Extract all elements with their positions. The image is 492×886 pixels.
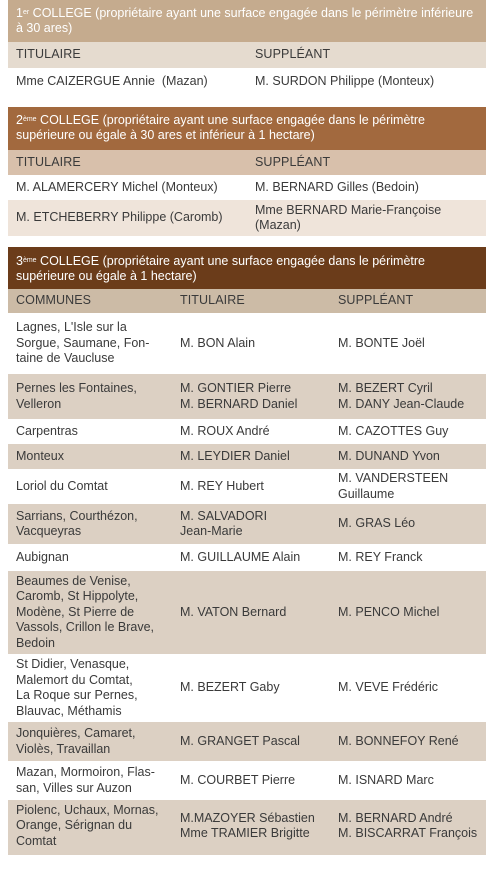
suppleant-cell [330,773,486,789]
college-3-title: COLLEGE (propriétaire ayant une surface engagée dans le périmètre supérieure ou égale à 1 hectare) [16,254,425,283]
communes-cell [8,424,172,440]
communes-cell-line: Vassols, Crillon le Brave, [16,620,155,635]
header-suppleant: SUPPLÉANT [255,154,331,169]
titulaire-cell-line: Jean-Marie [180,524,243,538]
suppleant-cell: Mme BERNARD Marie-Françoise (Mazan) [255,202,442,232]
titulaire-cell [172,811,330,842]
suppleant-cell [330,516,486,532]
titulaire-cell-line: M.MAZOYER Sébastien [180,810,315,825]
header-communes: COMMUNES [16,293,92,308]
titulaire-cell-line: M. GUILLAUME Alain [180,549,301,564]
communes-cell-line: Malemort du Comtat, [16,672,133,687]
suppleant-cell [330,605,486,621]
communes-cell-line: Monteux [16,448,64,463]
suppleant-cell-line: M. ISNARD Marc [338,772,434,787]
header-titulaire: TITULAIRE [16,154,81,169]
college-1-ordinal: 1 [16,6,23,20]
communes-cell [8,320,172,367]
suppleant-cell-line: M. DANY Jean-Claude [338,396,465,411]
suppleant-cell-line: M. CAZOTTES Guy [338,423,449,438]
communes-cell-line: Aubignan [16,549,69,564]
table-row [8,504,486,544]
header-titulaire: TITULAIRE [16,47,81,62]
titulaire-cell-line: M. BEZERT Gaby [180,680,280,695]
table-row [8,469,486,504]
suppleant-cell-line: M. REY Franck [338,549,423,564]
communes-cell [8,449,172,465]
titulaire-cell-line: M. REY Hubert [180,478,264,493]
suppleant-cell-line: M. VEVE Frédéric [338,680,439,695]
suppleant-cell [330,734,486,750]
table-row [8,444,486,469]
suppleant-cell: M. BERNARD Gilles (Bedoin) [255,179,419,194]
table-row [8,68,486,96]
college-2-ordinal: 2 [16,113,23,127]
communes-cell-line: Beaumes de Venise, [16,573,131,588]
table-row [8,654,486,722]
table-row [8,374,486,419]
communes-cell-line: Loriol du Comtat [16,478,108,493]
college-2-title: COLLEGE (propriétaire ayant une surface engagée dans le périmètre supérieure ou égale à 30 ares et inférieur à 1 hectare) [16,113,425,142]
communes-cell-line: Caromb, St Hippolyte, [16,589,139,604]
suppleant-cell-line: M. DUNAND Yvon [338,448,440,463]
communes-cell-line: Bedoin [16,635,55,650]
suppleant-cell-line: M. BONTE Joël [338,335,425,350]
titulaire-cell-line: M. VATON Bernard [180,604,287,619]
communes-cell [8,479,172,495]
titulaire-cell [172,424,330,440]
communes-cell [8,381,172,412]
suppleant-cell-line: M. BEZERT Cyril [338,381,433,395]
communes-cell-line: taine de Vaucluse [16,351,115,366]
titulaire-cell-line: M. COURBET Pierre [180,772,296,787]
communes-cell [8,726,172,757]
communes-cell-line: Vacqueyras [16,524,82,538]
suppleant-cell [330,680,486,696]
suppleant-cell [330,336,486,352]
communes-cell-line: Sarrians, Courthézon, [16,508,138,523]
college-2-heading [8,107,486,150]
college-3-rows [8,313,486,852]
titulaire-cell-line: M. BERNARD Daniel [180,396,298,411]
titulaire-cell [172,381,330,412]
college-3-section [8,247,486,855]
communes-cell-line: Modène, St Pierre de [16,604,135,619]
communes-cell-line: san, Villes sur Auzon [16,780,132,795]
titulaire-cell [172,773,330,789]
table-row [8,571,486,654]
communes-cell [8,550,172,566]
college-3-ordinal-suffix: ème [22,257,37,264]
communes-cell [8,803,172,850]
communes-cell-line: St Didier, Venasque, [16,657,130,671]
communes-cell-line: Sorgue, Saumane, Fon- [16,335,150,350]
header-suppleant: SUPPLÉANT [338,293,414,308]
college-2-section [8,107,486,236]
communes-cell [8,509,172,540]
suppleant-cell-line: M. GRAS Léo [338,516,416,531]
college-2-ordinal-suffix: ème [22,116,37,123]
table-row [8,800,486,852]
communes-cell [8,657,172,719]
titulaire-cell [172,336,330,352]
suppleant-cell [330,811,486,842]
suppleant-cell: M. SURDON Philippe (Monteux) [255,74,435,89]
college-1-heading [8,0,486,42]
titulaire-cell [172,509,330,540]
suppleant-cell-line: M. BONNEFOY René [338,733,459,748]
communes-cell-line: Jonquières, Camaret, [16,726,136,740]
suppleant-cell-line: M. BISCARRAT François [338,826,478,840]
suppleant-cell [330,424,486,440]
suppleant-cell-line: M. PENCO Michel [338,604,440,619]
titulaire-cell-line: M. GRANGET Pascal [180,733,300,748]
titulaire-cell [172,479,330,495]
college-3-ordinal: 3 [16,254,23,268]
suppleant-cell [330,381,486,412]
table-row [8,761,486,800]
table-row [8,175,486,200]
table-row [8,419,486,444]
college-2-header-row [8,150,486,175]
communes-cell-line: Orange, Sérignan du [16,818,133,833]
communes-cell-line: Violès, Travaillan [16,741,111,756]
communes-cell-line: Velleron [16,396,62,411]
suppleant-cell [330,550,486,566]
header-titulaire: TITULAIRE [180,293,245,308]
communes-cell-line: Blauvac, Méthamis [16,703,122,718]
header-suppleant: SUPPLÉANT [255,47,331,62]
table-row [8,200,486,236]
suppleant-cell [330,471,486,502]
communes-cell-line: Pernes les Fontaines, [16,381,137,395]
table-bottom-rule [8,852,486,855]
titulaire-cell-line: M. ROUX André [180,423,270,438]
titulaire-cell [172,734,330,750]
communes-cell-line: Lagnes, L'Isle sur la [16,320,127,335]
titulaire-cell-line: Mme TRAMIER Brigitte [180,826,310,840]
communes-cell-line: Comtat [16,833,57,848]
table-row [8,544,486,571]
suppleant-cell [330,449,486,465]
communes-cell-line: Piolenc, Uchaux, Mornas, [16,802,159,817]
college-3-heading [8,247,486,289]
communes-cell [8,765,172,796]
titulaire-cell [172,605,330,621]
titulaire-cell: M. ALAMERCERY Michel (Monteux) [16,179,218,194]
table-row [8,313,486,374]
suppleant-cell-line: Guillaume [338,486,395,501]
titulaire-cell-line: M. BON Alain [180,335,256,350]
titulaire-cell [172,550,330,566]
communes-cell-line: Mazan, Mormoiron, Flas- [16,765,155,779]
suppleant-cell-line: M. VANDERSTEEN [338,471,449,485]
college-1-ordinal-suffix: er [22,9,30,16]
college-1-section [8,0,486,96]
college-1-title: COLLEGE (propriétaire ayant une surface engagée dans le périmètre inférieure à 30 ares) [16,6,474,35]
titulaire-cell-line: M. SALVADORI [180,508,268,523]
titulaire-cell: Mme CAIZERGUE Annie (Mazan) [16,74,208,89]
communes-cell-line: Carpentras [16,423,78,438]
titulaire-cell [172,680,330,696]
communes-cell [8,574,172,652]
titulaire-cell-line: M. LEYDIER Daniel [180,448,290,463]
college-1-header-row [8,42,486,68]
college-3-header-row [8,289,486,313]
titulaire-cell [172,449,330,465]
table-row [8,722,486,761]
communes-cell-line: La Roque sur Pernes, [16,688,138,702]
titulaire-cell-line: M. GONTIER Pierre [180,381,292,395]
suppleant-cell-line: M. BERNARD André [338,810,453,825]
titulaire-cell: M. ETCHEBERRY Philippe (Caromb) [16,210,223,225]
